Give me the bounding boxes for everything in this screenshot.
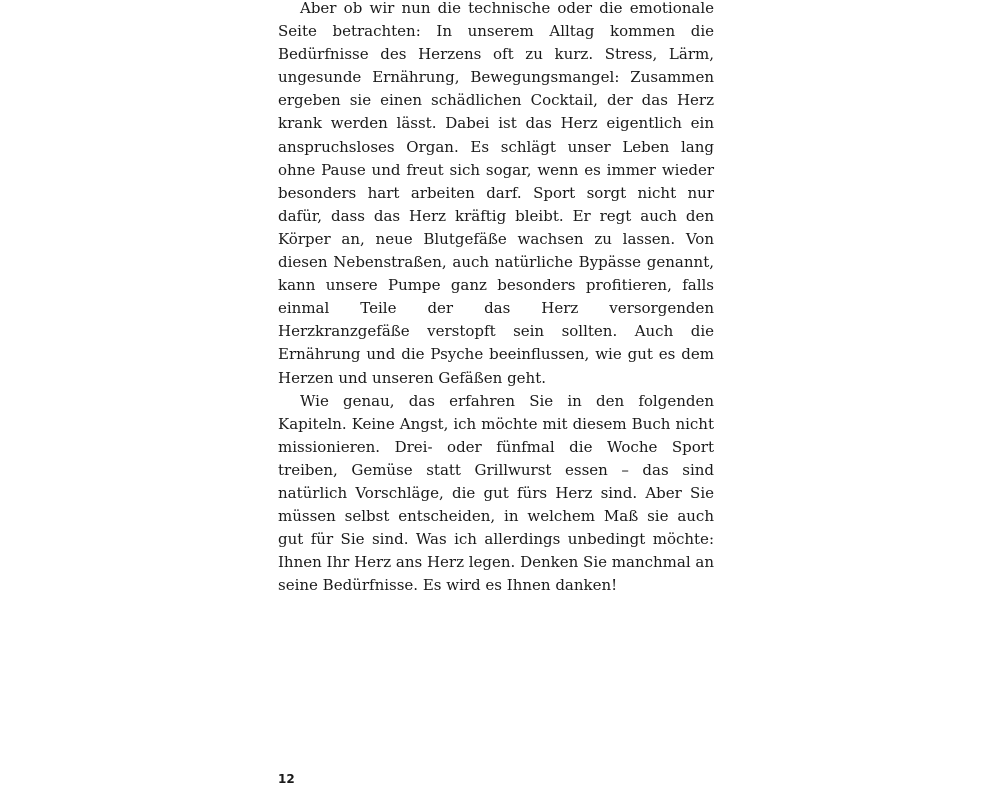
paragraph-2: Wie genau, das erfahren Sie in den folgenden Kapiteln. Keine Angst, ich möchte mit diesem Buch nicht missionieren. Drei- oder fünfmal die Woche Sport treiben, Gemüse statt Grillwurst essen – das sind natürlich Vorschläge, die gut fürs Herz sind. Aber Sie müssen selbst entscheiden, in welchem Maß sie auch gut für Sie sind. Was ich allerdings unbedingt möchte: Ihnen Ihr Herz ans Herz legen. Denken Sie manchmal an seine Bedürfnisse. Es wird es Ihnen danken! — [278, 391, 714, 595]
paragraph-1: Aber ob wir nun die technische oder die emotionale Seite betrachten: In unserem Alltag kommen die Bedürfnisse des Herzens oft zu kurz. Stress, Lärm, ungesunde Ernährung, Bewegungsmangel: Zusammen ergeben sie einen schädlichen Cocktail, der das Herz krank werden lässt. Dabei ist das Herz eigentlich ein anspruchsloses Organ. Es schlägt unser Leben lang ohne Pause und freut sich sogar, wenn es immer wieder besonders hart arbeiten darf. Sport sorgt nicht nur dafür, dass das Herz kräftig bleibt. Er regt auch den Körper an, neue Blutgefäße wachsen zu lassen. Von diesen Nebenstraßen, auch natürliche Bypässe genannt, kann unsere Pumpe ganz besonders profitieren, falls einmal Teile der das Herz versorgenden Herzkranzgefäße verstopft sein sollten. Auch die Ernährung und die Psyche beeinflussen, wie gut es dem Herzen und unseren Gefäßen geht. — [278, 0, 714, 387]
page-number: 12 — [278, 772, 295, 786]
body-text — [278, 0, 714, 597]
